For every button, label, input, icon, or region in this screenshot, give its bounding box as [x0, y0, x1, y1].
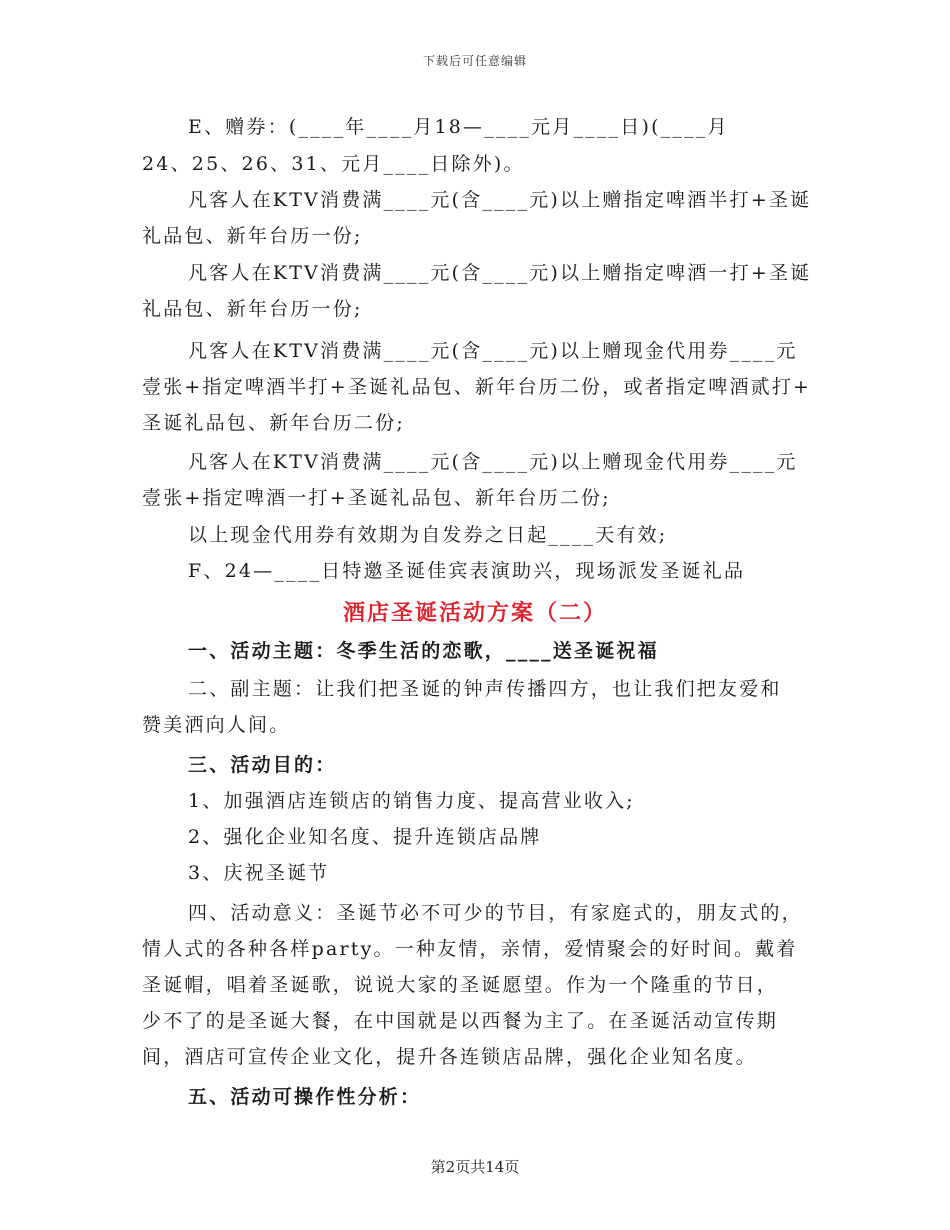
paragraph-line: 礼品包、新年台历一份; [142, 298, 363, 320]
paragraph-line: 以上现金代用券有效期为自发券之日起____天有效; [188, 524, 668, 546]
paragraph-line: 间，酒店可宣传企业文化，提升各连锁店品牌，强化企业知名度。 [142, 1046, 757, 1068]
page-number: 第2页共14页 [430, 1158, 520, 1176]
list-item: 3、庆祝圣诞节 [188, 862, 330, 884]
paragraph-line: 凡客人在KTV消费满____元(含____元)以上赠现金代用券____元 [188, 451, 798, 473]
paragraph-line: 24、25、26、31、元月____日除外)。 [142, 153, 525, 175]
heading-activity-goal: 三、活动目的： [188, 754, 337, 776]
paragraph-line: 圣诞帽，唱着圣诞歌，说说大家的圣诞愿望。作为一个隆重的节日， [142, 974, 779, 996]
paragraph-line: 二、副主题：让我们把圣诞的钟声传播四方，也让我们把友爱和 [188, 678, 782, 700]
paragraph-line: 情人式的各种各样party。一种友情，亲情，爱情聚会的好时间。戴着 [142, 938, 798, 960]
page-header: 下载后可任意编辑 [422, 54, 527, 68]
paragraph-line: 少不了的是圣诞大餐，在中国就是以西餐为主了。在圣诞活动宣传期 [142, 1010, 779, 1032]
paragraph-line: 壹张+指定啤酒半打+圣诞礼品包、新年台历二份，或者指定啤酒贰打+ [142, 376, 812, 398]
paragraph-line: 凡客人在KTV消费满____元(含____元)以上赠指定啤酒半打+圣诞 [188, 189, 812, 211]
heading-feasibility: 五、活动可操作性分析： [188, 1086, 422, 1108]
paragraph-line: 凡客人在KTV消费满____元(含____元)以上赠现金代用券____元 [188, 340, 798, 362]
list-item: 1、加强酒店连锁店的销售力度、提高营业收入; [188, 790, 635, 812]
paragraph-line: 壹张+指定啤酒一打+圣诞礼品包、新年台历二份; [142, 487, 611, 509]
paragraph-line: E、赠券：(____年____月18—____元月____日)(____月 [188, 116, 729, 138]
section-title: 酒店圣诞活动方案（二） [342, 600, 607, 626]
heading-activity-theme: 一、活动主题：冬季生活的恋歌，____送圣诞祝福 [188, 640, 659, 662]
paragraph-line: 礼品包、新年台历一份; [142, 225, 363, 247]
paragraph-line: 圣诞礼品包、新年台历二份; [142, 412, 406, 434]
list-item: 2、强化企业知名度、提升连锁店品牌 [188, 826, 542, 848]
paragraph-line: 赞美洒向人间。 [142, 714, 291, 736]
paragraph-line: 凡客人在KTV消费满____元(含____元)以上赠指定啤酒一打+圣诞 [188, 262, 812, 284]
paragraph-line: 四、活动意义：圣诞节必不可少的节目，有家庭式的，朋友式的， [188, 902, 803, 924]
paragraph-line: F、24—____日特邀圣诞佳宾表演助兴，现场派发圣诞礼品 [188, 560, 746, 582]
